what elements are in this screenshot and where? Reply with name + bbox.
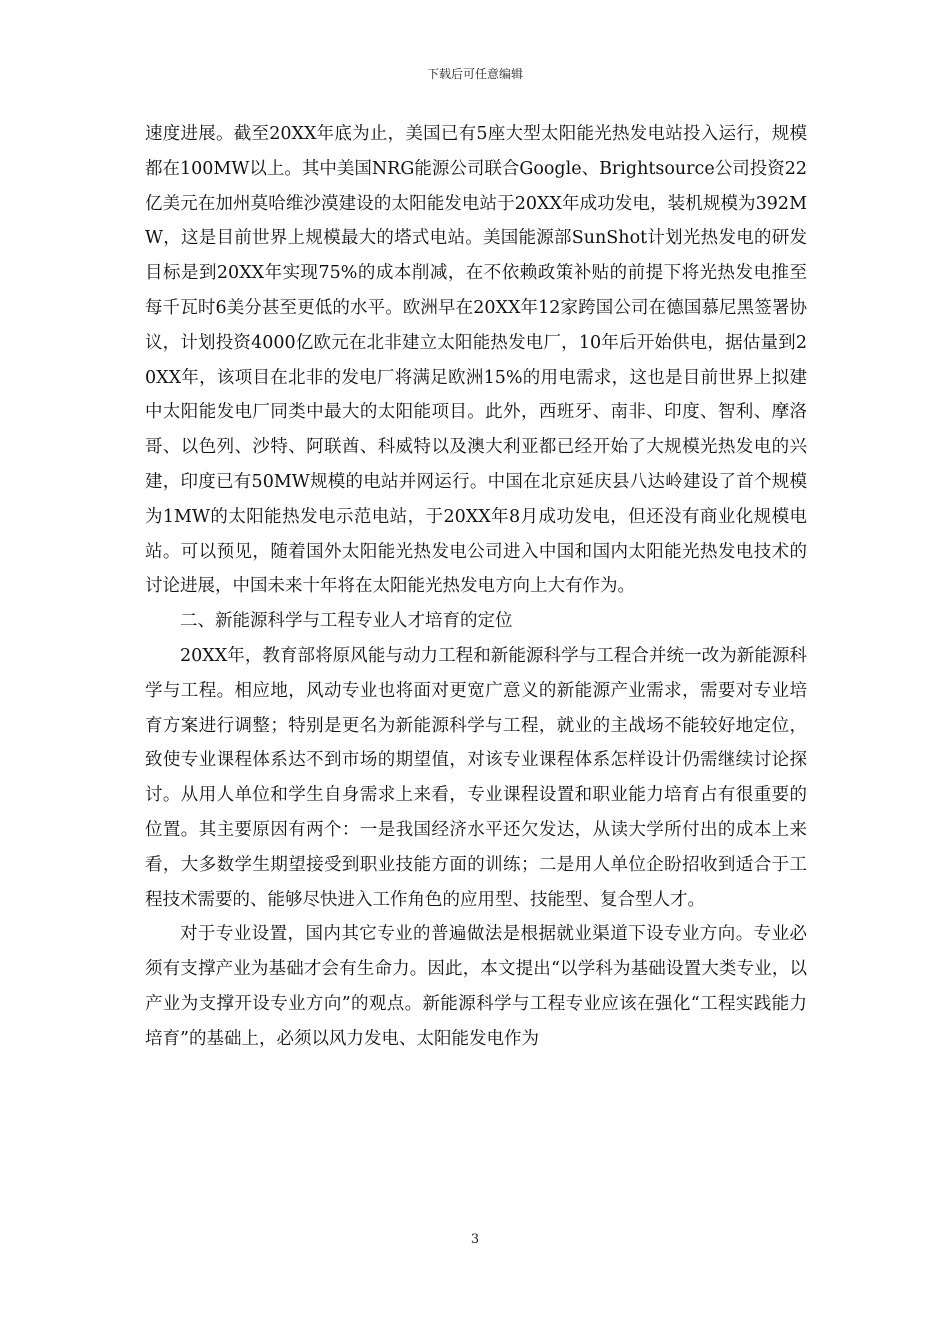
section-heading: 二、新能源科学与工程专业人才培育的定位 — [180, 611, 513, 632]
page-header: 下载后可任意编辑 — [426, 67, 523, 81]
paragraph-solar-thermal-progress: 速度进展。截至20XX年底为止，美国已有5座大型太阳能光热发电站投入运行，规模都在100MW以上。其中美国NRG能源公司联合Google、Brightsource公司投资22亿美元在加州莫哈维沙漠建设的太阳能发电站于20XX年成功发电，装机规模为392MW，这是目前世界上规模最大的塔式电站。美国能源部SunShot计划光热发电的研发目标是到20XX年实现75%的成本削减，在不依赖政策补贴的前提下将光热发电推至每千瓦时6美分甚至更低的水平。欧洲早在20XX年12家跨国公司在德国慕尼黑签署协议，计划投资4000亿欧元在北非建立太阳能热发电厂，10年后开始供电，据估量到20XX年，该项目在北非的发电厂将满足欧洲15%的用电需求，这也是目前世界上拟建中太阳能发电厂同类中最大的太阳能项目。此外，西班牙、南非、印度、智利、摩洛哥、以色列、沙特、阿联酋、科威特以及澳大利亚都已经开始了大规模光热发电的兴建，印度已有50MW规模的电站并网运行。中国在北京延庆县八达岭建设了首个规模为1MW的太阳能热发电示范电站，于20XX年8月成功发电，但还没有商业化规模电站。可以预见，随着国外太阳能光热发电公司进入中国和国内太阳能光热发电技术的讨论进展，中国未来十年将在太阳能光热发电方向上大有作为。 — [145, 124, 807, 597]
page-number: 3 — [470, 1232, 480, 1247]
document-body — [145, 117, 807, 1057]
paragraph-major-positioning: 20XX年，教育部将原风能与动力工程和新能源科学与工程合并统一改为新能源科学与工程。相应地，风动专业也将面对更宽广意义的新能源产业需求，需要对专业培育方案进行调整；特别是更名为新能源科学与工程，就业的主战场不能较好地定位，致使专业课程体系达不到市场的期望值，对该专业课程体系怎样设计仍需继续讨论探讨。从用人单位和学生自身需求上来看，专业课程设置和职业能力培育占有很重要的位置。其主要原因有两个：一是我国经济水平还欠发达，从读大学所付出的成本上来看，大多数学生期望接受到职业技能方面的训练；二是用人单位企盼招收到适合于工程技术需要的、能够尽快进入工作角色的应用型、技能型、复合型人才。 — [145, 645, 807, 910]
paragraph-major-setup: 对于专业设置，国内其它专业的普遍做法是根据就业渠道下设专业方向。专业必须有支撑产业为基础才会有生命力。因此，本文提出“以学科为基础设置大类专业，以产业为支撑开设专业方向”的观点。新能源科学与工程专业应该在强化“工程实践能力培育”的基础上，必须以风力发电、太阳能发电作为 — [145, 924, 807, 1049]
